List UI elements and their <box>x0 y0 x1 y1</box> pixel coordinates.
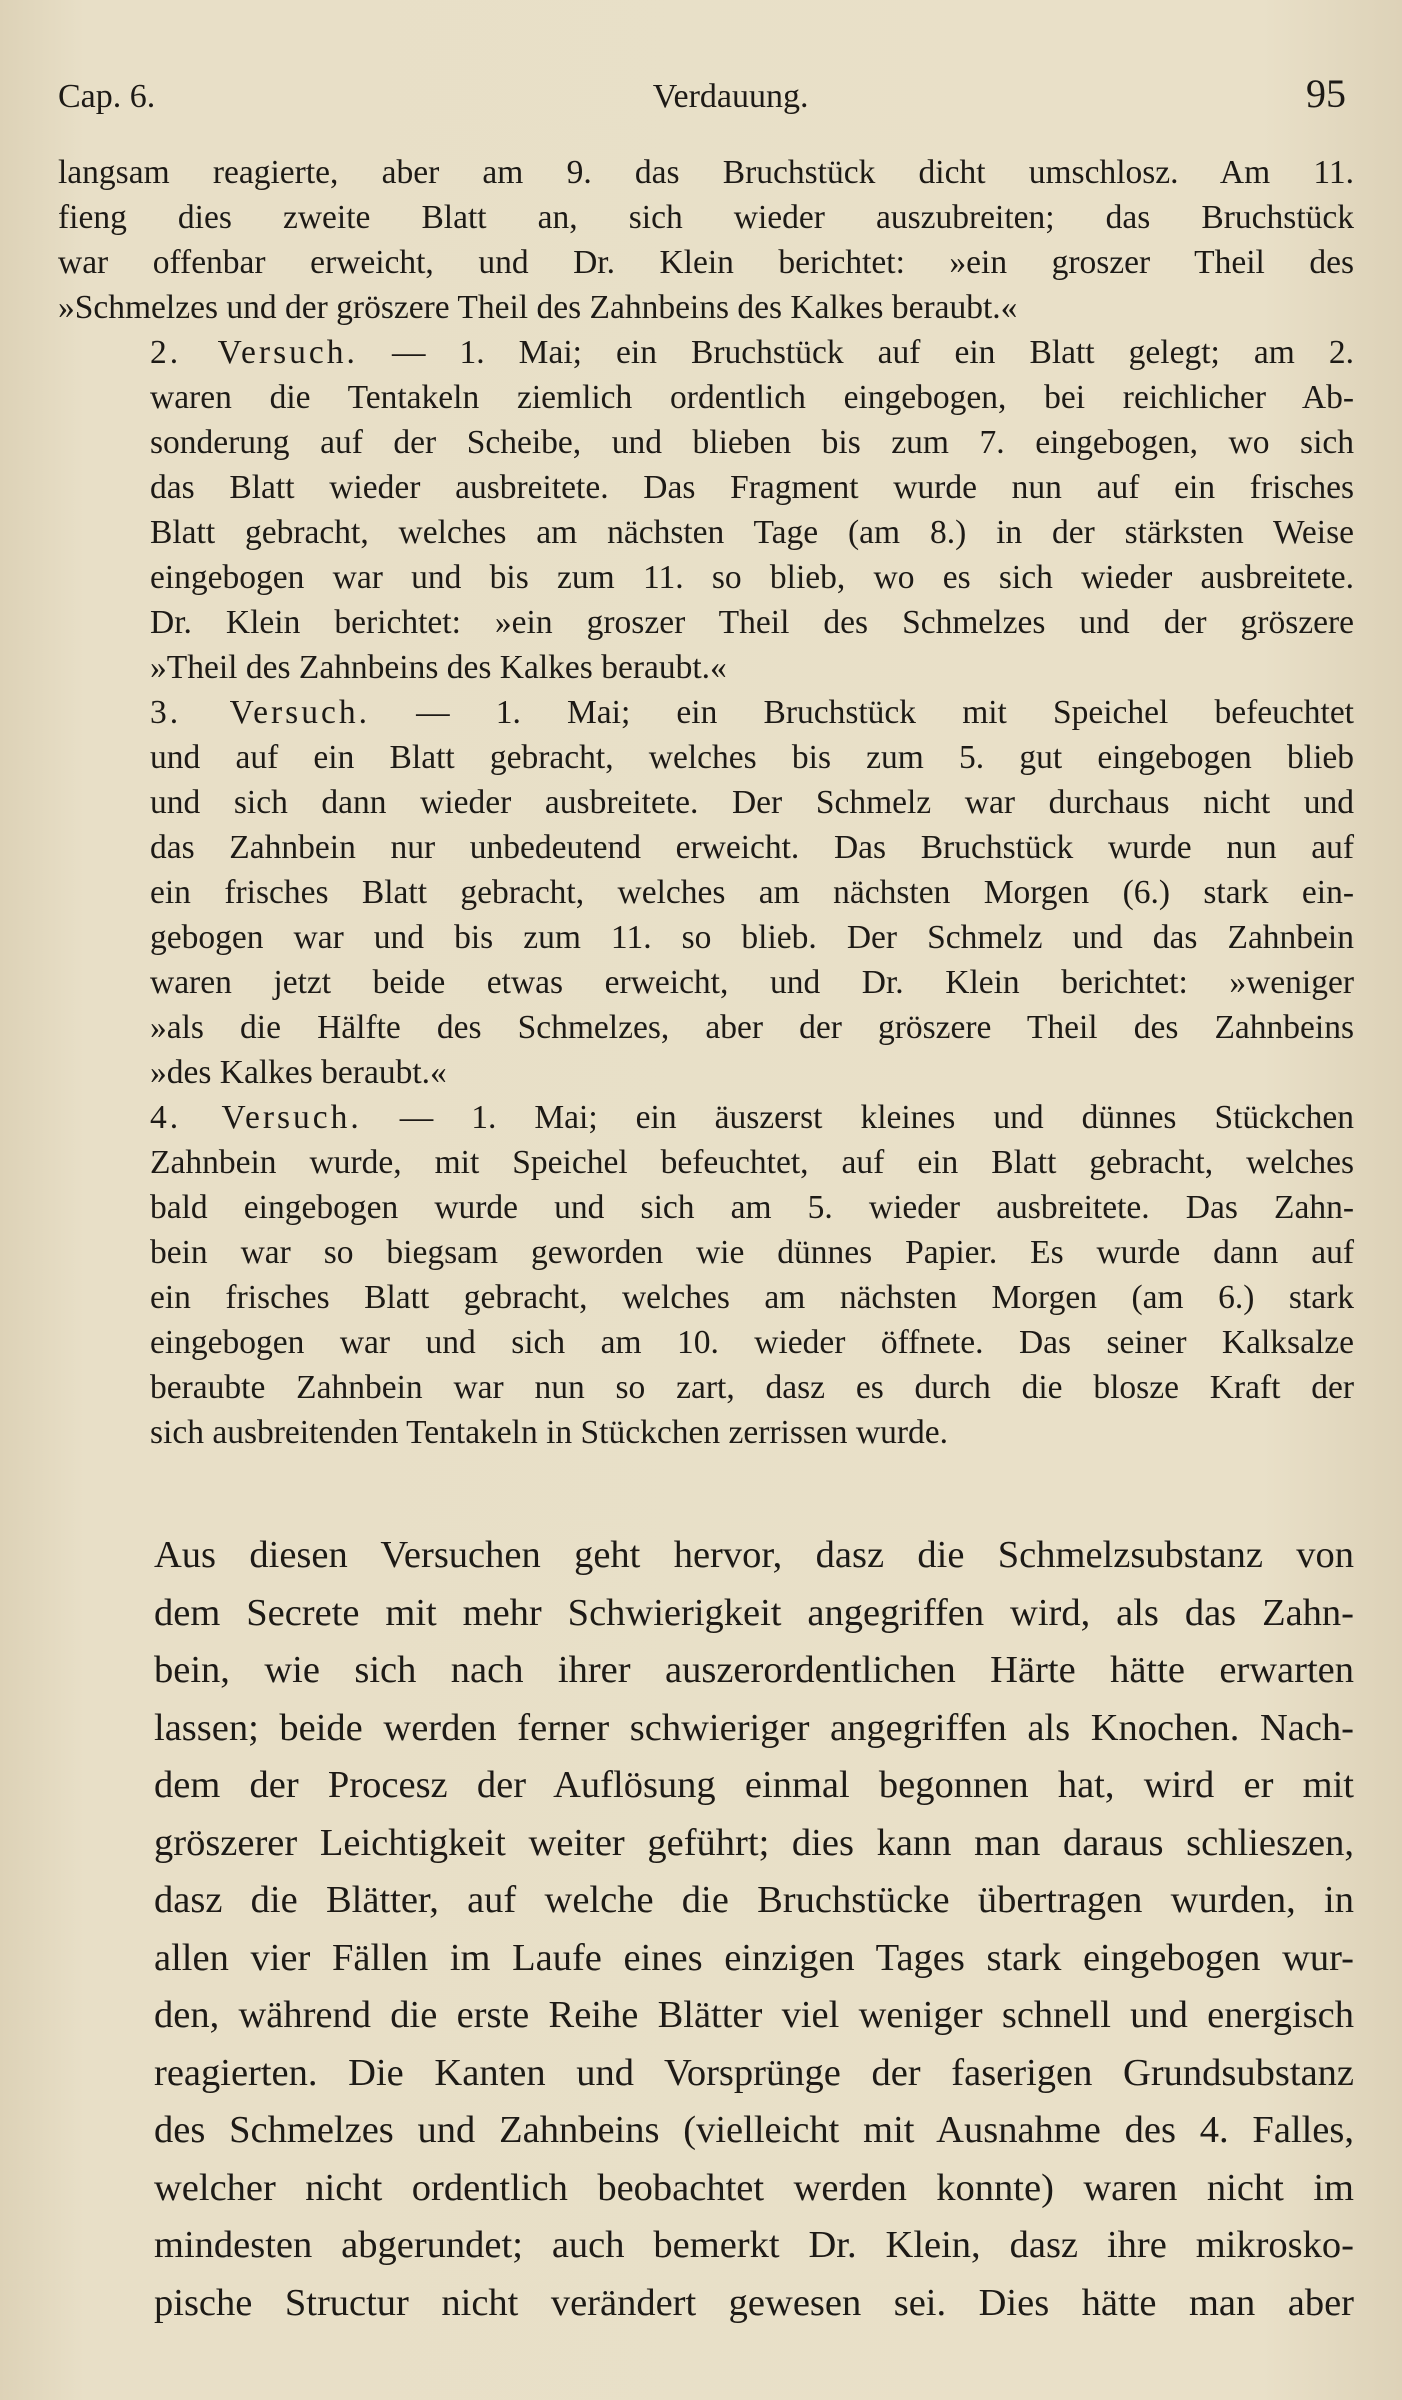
text-line: gebogen war und bis zum 11. so blieb. Der Schmelz und das Zahnbein <box>150 919 1354 956</box>
text-line: Blatt gebracht, welches am nächsten Tage (am 8.) in der stärksten Weise <box>150 514 1354 551</box>
text-line: »des Kalkes beraubt.« <box>150 1054 447 1091</box>
text-line: ein frisches Blatt gebracht, welches am nächsten Morgen (6.) stark ein- <box>150 874 1354 911</box>
experiment-3 <box>58 690 1354 1095</box>
text-line: eingebogen war und bis zum 11. so blieb, wo es sich wieder ausbreitete. <box>150 559 1354 596</box>
text-line: und auf ein Blatt gebracht, welches bis zum 5. gut eingebogen blieb <box>150 739 1354 776</box>
conclusion-paragraph <box>58 1527 1354 2332</box>
experiment-2 <box>58 330 1354 690</box>
text-line: sich ausbreitenden Tentakeln in Stückchen zerrissen wurde. <box>150 1414 948 1451</box>
text-line: gröszerer Leichtigkeit weiter geführt; dies kann man daraus schlieszen, <box>154 1821 1354 1864</box>
text-line: ein frisches Blatt gebracht, welches am nächsten Morgen (am 6.) stark <box>150 1279 1354 1316</box>
text-line-first <box>58 330 1354 375</box>
text-line: bein war so biegsam geworden wie dünnes Papier. Es wurde dann auf <box>150 1234 1354 1271</box>
text-line: waren jetzt beide etwas erweicht, und Dr. Klein berichtet: »weniger <box>150 964 1354 1001</box>
text-line: reagierten. Die Kanten und Vorsprünge der faserigen Grundsubstanz <box>154 2051 1354 2094</box>
text-line: das Blatt wieder ausbreitete. Das Fragment wurde nun auf ein frisches <box>150 469 1354 506</box>
intro-paragraph <box>58 150 1354 330</box>
text-line-first <box>58 690 1354 735</box>
text-line: dem der Procesz der Auflösung einmal begonnen hat, wird er mit <box>154 1764 1354 1806</box>
text-line: und sich dann wieder ausbreitete. Der Schmelz war durchaus nicht und <box>150 784 1354 821</box>
text-line: Aus diesen Versuchen geht hervor, dasz die Schmelzsubstanz von <box>154 1534 1354 1576</box>
text-line: das Zahnbein nur unbedeutend erweicht. Das Bruchstück wurde nun auf <box>150 829 1354 866</box>
text-line: waren die Tentakeln ziemlich ordentlich eingebogen, bei reichlicher Ab- <box>150 379 1354 416</box>
text-line: eingebogen war und sich am 10. wieder öffnete. Das seiner Kalksalze <box>150 1324 1354 1361</box>
text-line: welcher nicht ordentlich beobachtet werden konnte) waren nicht im <box>154 2166 1354 2209</box>
text-line: allen vier Fällen im Laufe eines einzigen Tages stark eingebogen wur- <box>154 1936 1354 1979</box>
text-line: dasz die Blätter, auf welche die Bruchstücke übertragen wurden, in <box>154 1879 1354 1921</box>
experiment-label: 3. Versuch. <box>150 694 370 731</box>
text-line: mindesten abgerundet; auch bemerkt Dr. Klein, dasz ihre mikrosko- <box>154 2224 1354 2266</box>
text-line: Dr. Klein berichtet: »ein groszer Theil des Schmelzes und der gröszere <box>150 604 1354 641</box>
text-line: »Theil des Zahnbeins des Kalkes beraubt.« <box>150 649 727 686</box>
text-fragment: — 1. Mai; ein Bruchstück mit Speichel befeuchtet <box>416 694 1354 731</box>
text-line: fieng dies zweite Blatt an, sich wieder auszubreiten; das Bruchstück <box>58 199 1354 236</box>
experiment-4 <box>58 1095 1354 1455</box>
text-line: Zahnbein wurde, mit Speichel befeuchtet, auf ein Blatt gebracht, welches <box>150 1144 1354 1181</box>
text-line: bein, wie sich nach ihrer auszerordentlichen Härte hätte erwarten <box>154 1649 1354 1691</box>
text-line: den, während die erste Reihe Blätter viel weniger schnell und energisch <box>154 1994 1354 2036</box>
text-line-first <box>58 1095 1354 1140</box>
text-fragment: — 1. Mai; ein Bruchstück auf ein Blatt gelegt; am 2. <box>391 334 1355 371</box>
chapter-label: Cap. 6. <box>58 78 156 115</box>
conclusion-section <box>58 1527 1354 2332</box>
experiment-reports <box>58 150 1354 1455</box>
text-line: »Schmelzes und der gröszere Theil des Zahnbeins des Kalkes beraubt.« <box>58 289 1018 326</box>
text-line: war offenbar erweicht, und Dr. Klein berichtet: »ein groszer Theil des <box>58 244 1354 281</box>
text-line: bald eingebogen wurde und sich am 5. wieder ausbreitete. Das Zahn- <box>150 1189 1354 1226</box>
text-line: sonderung auf der Scheibe, und blieben bis zum 7. eingebogen, wo sich <box>150 424 1354 461</box>
text-line: langsam reagierte, aber am 9. das Bruchstück dicht umschlosz. Am 11. <box>58 154 1354 191</box>
running-header <box>58 72 1354 116</box>
text-line: »als die Hälfte des Schmelzes, aber der gröszere Theil des Zahnbeins <box>150 1009 1354 1046</box>
text-line: dem Secrete mit mehr Schwierigkeit angegriffen wird, als das Zahn- <box>154 1591 1354 1634</box>
text-line: lassen; beide werden ferner schwieriger angegriffen als Knochen. Nach- <box>154 1706 1354 1749</box>
page-number: 95 <box>1305 71 1346 116</box>
experiment-label: 2. Versuch. <box>150 334 358 371</box>
text-line: des Schmelzes und Zahnbeins (vielleicht mit Ausnahme des 4. Falles, <box>154 2109 1354 2151</box>
running-title: Verdauung. <box>652 78 809 115</box>
text-line: beraubte Zahnbein war nun so zart, dasz es durch die blosze Kraft der <box>150 1369 1354 1406</box>
text-fragment: — 1. Mai; ein äuszerst kleines und dünnes Stückchen <box>399 1099 1355 1136</box>
experiment-label: 4. Versuch. <box>150 1099 362 1136</box>
text-line: pische Structur nicht verändert gewesen sei. Dies hätte man aber <box>154 2281 1354 2324</box>
